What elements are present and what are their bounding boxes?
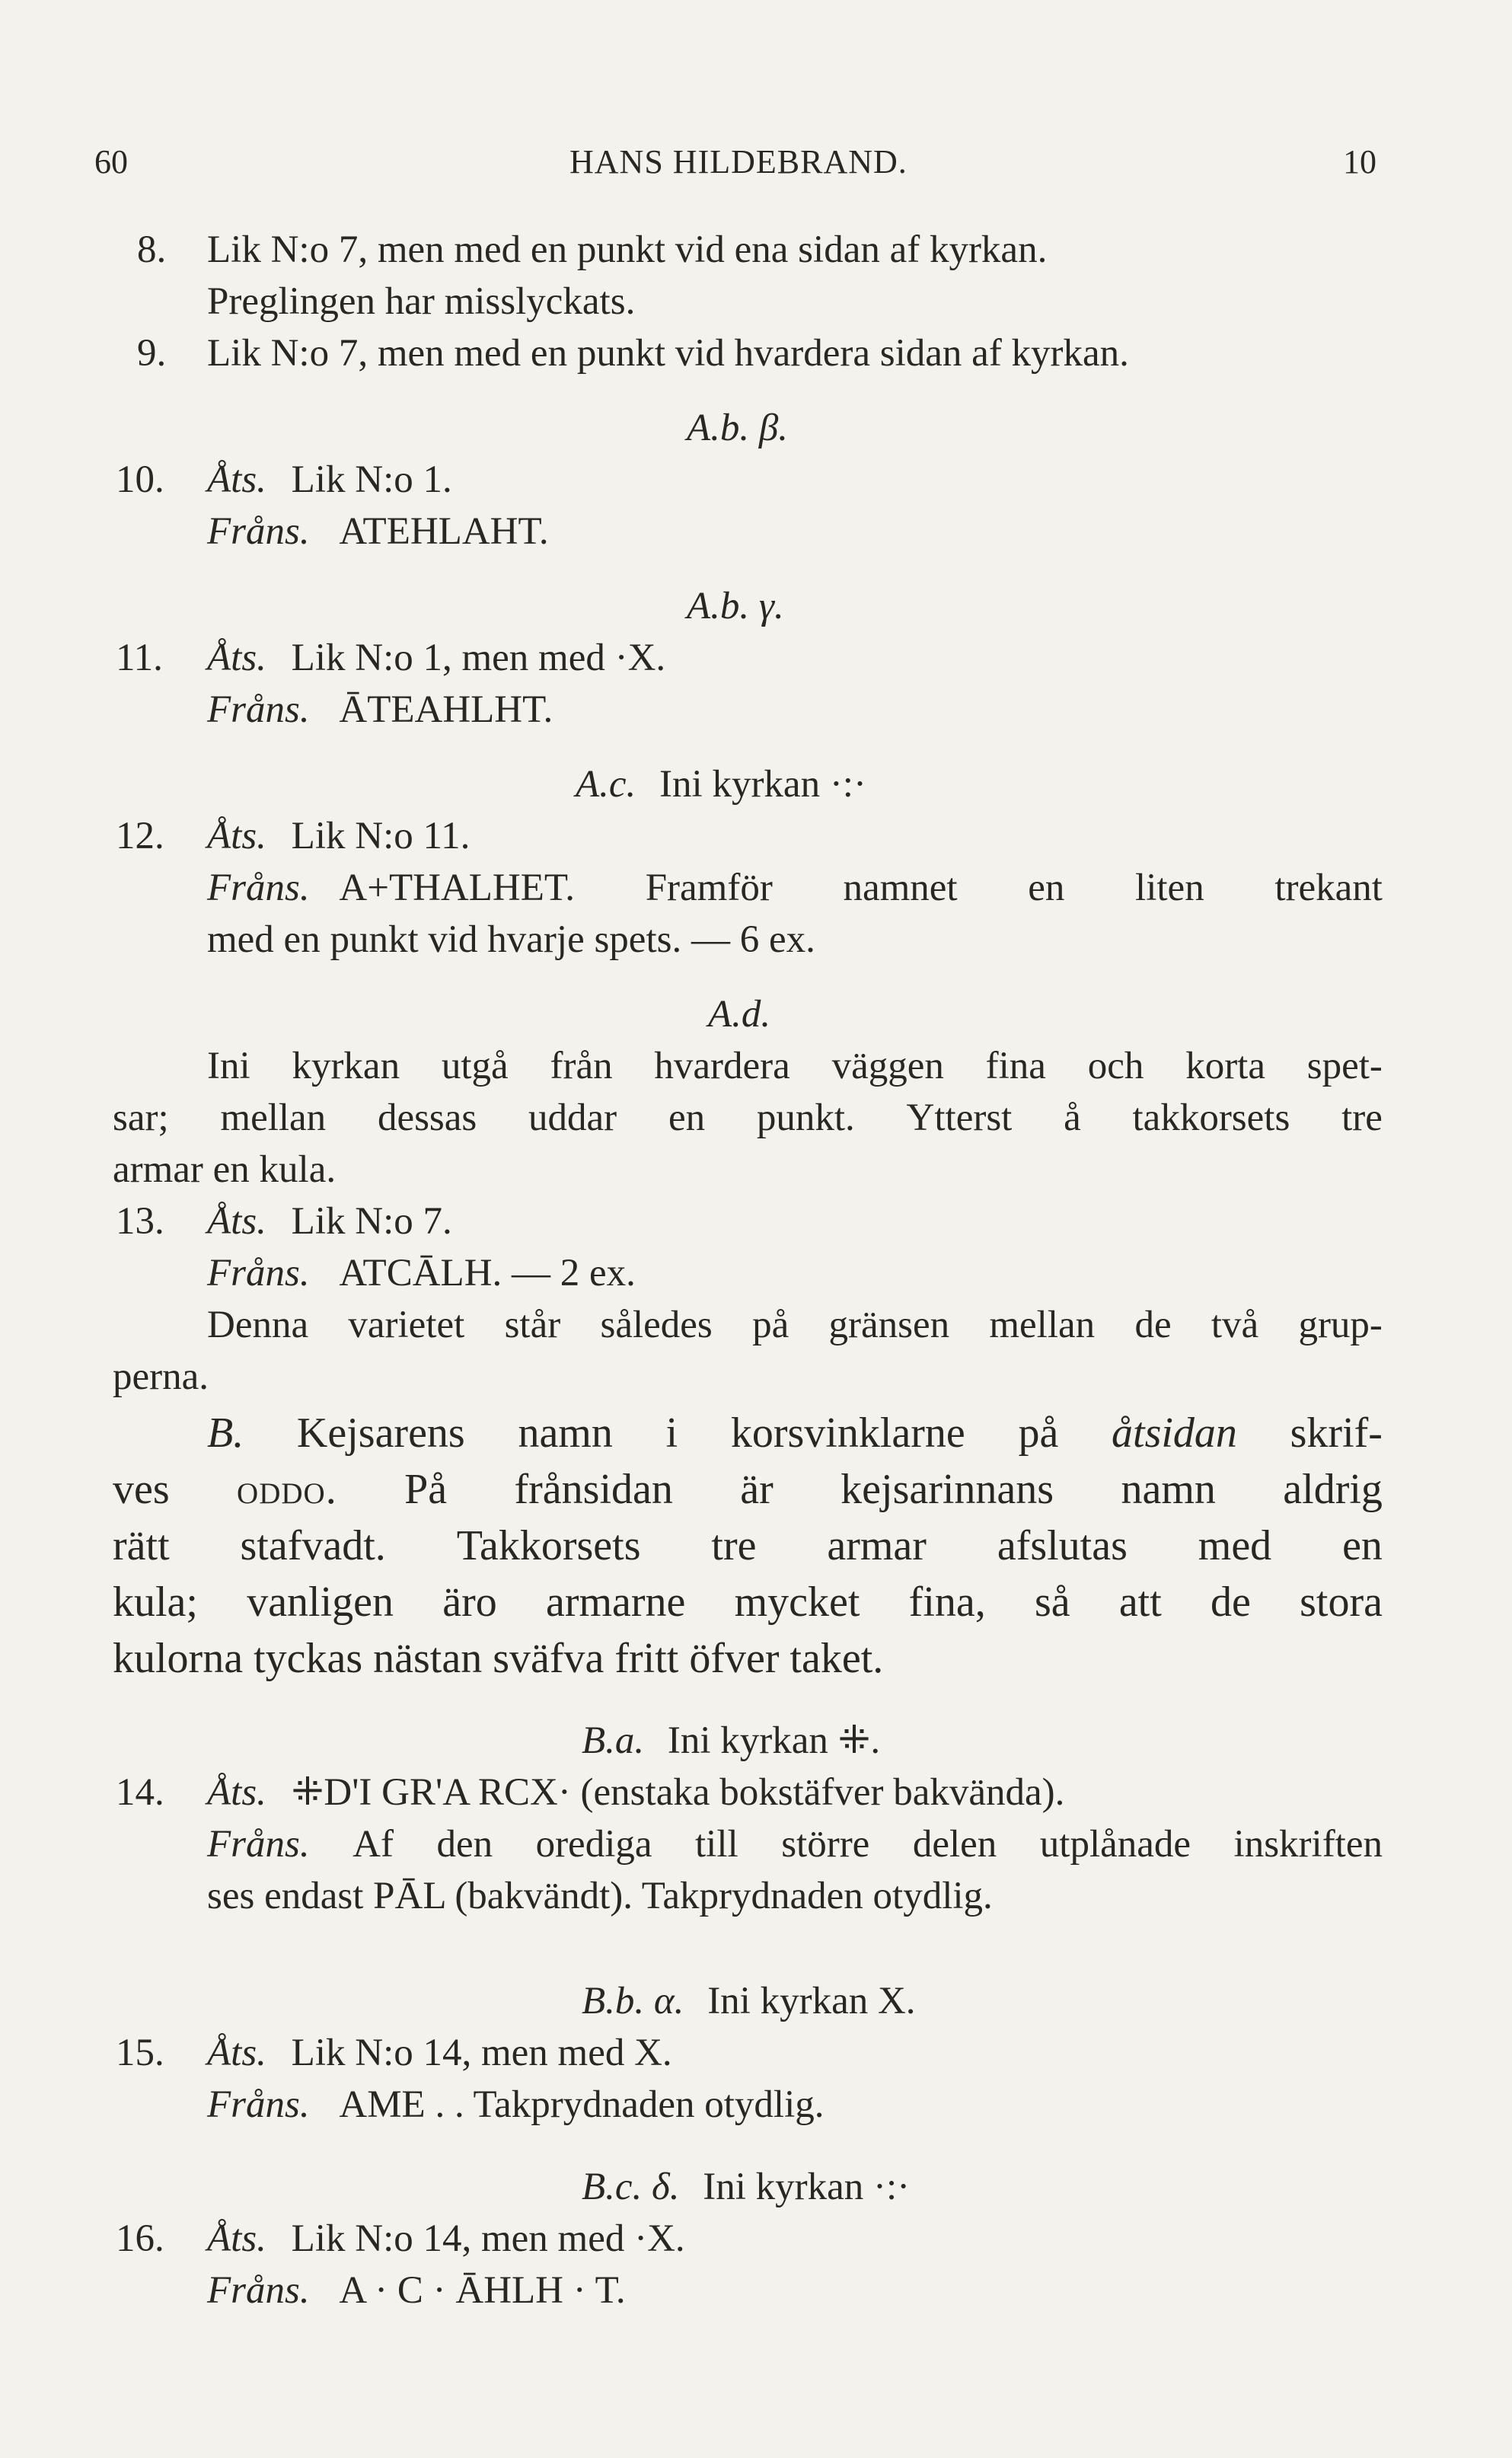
entry-9-text: Lik N:o 7, men med en punkt vid hvardera sidan af kyrkan.	[207, 332, 1129, 375]
reverse-label: Fråns.	[207, 688, 310, 731]
obverse-text: Lik N:o 11.	[291, 815, 471, 857]
reverse-text: A · C · ĀHLH · T.	[339, 2269, 626, 2312]
word: på	[752, 1304, 789, 1346]
entry-9-number: 9.	[137, 332, 167, 375]
entry-12-number: 12.	[116, 815, 164, 857]
word: de	[1211, 1579, 1251, 1626]
subheading-Bc	[582, 2164, 910, 2210]
word: rätt	[113, 1522, 170, 1569]
entry-16-reverse	[207, 2268, 626, 2313]
word: dessas	[377, 1097, 477, 1139]
entry-11-number: 11.	[116, 637, 163, 679]
word: i	[665, 1409, 678, 1457]
entry-14-reverse	[207, 1821, 1383, 1867]
word: korta	[1185, 1045, 1265, 1087]
word: afslutas	[997, 1522, 1128, 1569]
word: ves	[113, 1466, 170, 1513]
subheading-Ad: A.d.	[708, 993, 771, 1036]
entry-16-obverse	[207, 2216, 685, 2262]
word: trekant	[1274, 867, 1383, 909]
word: på	[1018, 1409, 1059, 1457]
word: till	[695, 1823, 738, 1866]
subheading-Ba-label: B.a.	[582, 1719, 645, 1762]
word: och	[1087, 1045, 1144, 1087]
page-number: 60	[94, 143, 128, 180]
obverse-text: Lik N:o 14, men med ·X.	[291, 2217, 685, 2260]
reverse-text: ATEHLAHT.	[339, 510, 549, 553]
word: kejsarinnans	[841, 1466, 1054, 1513]
word: orediga	[535, 1823, 652, 1866]
paragraph-B-line-2	[113, 1467, 1383, 1512]
obverse-text: Lik N:o 14, men med X.	[291, 2032, 672, 2074]
word: två	[1211, 1304, 1259, 1346]
word: väggen	[831, 1045, 944, 1087]
section-B-label: B.	[207, 1409, 244, 1457]
subheading-Ba-text: Ini kyrkan ⁜.	[667, 1719, 881, 1762]
paragraph-Ad-line-1	[207, 1043, 1383, 1089]
word: står	[504, 1304, 561, 1346]
word: en	[668, 1097, 706, 1139]
word: utgå	[441, 1045, 509, 1087]
obverse-label: Åts.	[207, 1771, 266, 1814]
word: mellan	[220, 1097, 327, 1139]
obverse-label: Åts.	[207, 637, 266, 679]
obverse-text: Lik N:o 1, men med ·X.	[291, 637, 666, 679]
word: korsvinklarne	[730, 1409, 965, 1457]
entry-14-obverse	[207, 1770, 1064, 1815]
entry-15-reverse	[207, 2082, 825, 2128]
word: å	[1064, 1097, 1081, 1139]
entry-14-line-3: ses endast PĀL (bakvändt). Takprydnaden otydlig.	[207, 1875, 993, 1917]
word: namn	[1121, 1466, 1216, 1513]
word: så	[1034, 1579, 1070, 1626]
paragraph-B-line-1	[207, 1410, 1383, 1456]
paragraph-B-line-4	[113, 1579, 1383, 1625]
entry-8-line-2: Preglingen har misslyckats.	[207, 280, 636, 323]
word: större	[781, 1823, 870, 1866]
word: Takkorsets	[456, 1522, 641, 1569]
word: är	[740, 1466, 774, 1513]
word: att	[1118, 1579, 1162, 1626]
subheading-Bb-label: B.b. α.	[582, 1980, 684, 2022]
section-number: 10	[1343, 143, 1376, 180]
word: åtsidan	[1112, 1409, 1237, 1457]
reverse-text: ĀTEAHLHT.	[339, 688, 553, 731]
word: fina	[985, 1045, 1046, 1087]
word: gränsen	[828, 1304, 950, 1346]
subheading-Bb-text: Ini kyrkan X.	[707, 1980, 916, 2022]
word: oddo.	[237, 1466, 337, 1513]
subheading-Ab-gamma: A.b. γ.	[687, 585, 784, 627]
subheading-Ab-beta: A.b. β.	[687, 407, 789, 449]
word: mycket	[734, 1579, 860, 1626]
entry-8-line-1	[137, 227, 166, 273]
entry-number: 8.	[137, 228, 167, 271]
reverse-text: A+THALHET.	[339, 867, 576, 909]
word: varietet	[348, 1304, 465, 1346]
word: stora	[1300, 1579, 1383, 1626]
entry-12-obverse	[207, 813, 470, 859]
word: utplånade	[1039, 1823, 1191, 1866]
reverse-label: Fråns.	[207, 2083, 310, 2126]
reverse-text: ATCĀLH. — 2 ex.	[339, 1252, 636, 1294]
entry-12-reverse	[207, 865, 1383, 911]
word: den	[436, 1823, 493, 1866]
word: vanligen	[247, 1579, 394, 1626]
word: aldrig	[1283, 1466, 1383, 1513]
entry-12-line-3: med en punkt vid hvarje spets. — 6 ex.	[207, 918, 815, 961]
subheading-Ba	[582, 1718, 880, 1764]
entry-10-reverse	[207, 509, 549, 554]
subheading-Ac-label: A.c.	[576, 763, 636, 806]
word: stafvadt.	[240, 1522, 386, 1569]
subheading-Bc-text: Ini kyrkan ·:·	[703, 2166, 911, 2208]
entry-8-text: Lik N:o 7, men med en punkt vid ena sidan af kyrkan.	[207, 228, 1048, 271]
paragraph-variety-line-1	[207, 1302, 1383, 1348]
paragraph-Ad-line-2	[113, 1095, 1383, 1141]
word: armarne	[545, 1579, 686, 1626]
obverse-label: Åts.	[207, 2217, 266, 2260]
subheading-Bc-label: B.c. δ.	[582, 2166, 680, 2208]
word: liten	[1135, 867, 1204, 909]
word: delen	[912, 1823, 997, 1866]
word: således	[600, 1304, 713, 1346]
word: namn	[518, 1409, 613, 1457]
obverse-label: Åts.	[207, 815, 266, 857]
word: kyrkan	[292, 1045, 400, 1087]
obverse-text: ⁜D'I GR'A RCX· (enstaka bokstäfver bakvända).	[291, 1771, 1065, 1814]
paragraph-variety-line-2: perna.	[113, 1355, 209, 1398]
subheading-Ac-text: Ini kyrkan ·:·	[659, 763, 866, 806]
word: fina,	[908, 1579, 986, 1626]
word: mellan	[989, 1304, 1096, 1346]
word: takkorsets	[1132, 1097, 1290, 1139]
reverse-text: AME . . Takprydnaden otydlig.	[339, 2083, 825, 2126]
obverse-label: Åts.	[207, 2032, 266, 2074]
word: skrif-	[1290, 1409, 1383, 1457]
word: frånsidan	[514, 1466, 673, 1513]
paragraph-B-line-5: kulorna tyckas nästan sväfva fritt öfver taket.	[113, 1635, 884, 1682]
entry-16-number: 16.	[116, 2217, 164, 2260]
paragraph-Ad-line-3: armar en kula.	[113, 1148, 337, 1191]
word: Denna	[207, 1304, 309, 1346]
reverse-label: Fråns.	[207, 1823, 310, 1866]
word: På	[404, 1466, 448, 1513]
word: en	[1028, 867, 1065, 909]
obverse-label: Åts.	[207, 458, 266, 501]
entry-13-obverse	[207, 1199, 452, 1244]
word: med	[1198, 1522, 1272, 1569]
word: sar;	[113, 1097, 169, 1139]
obverse-text: Lik N:o 1.	[291, 458, 452, 501]
entry-11-obverse	[207, 635, 665, 681]
entry-15-obverse	[207, 2030, 672, 2076]
reverse-label: Fråns.	[207, 867, 310, 909]
word: från	[550, 1045, 613, 1087]
entry-11-reverse	[207, 687, 553, 733]
word: Ini	[207, 1045, 250, 1087]
entry-15-number: 15.	[116, 2032, 164, 2074]
word: Ytterst	[906, 1097, 1013, 1139]
subheading-Ac	[576, 761, 866, 807]
word: Framför	[645, 867, 773, 909]
word: namnet	[843, 867, 958, 909]
entry-13-number: 13.	[116, 1200, 164, 1243]
subheading-Bb	[582, 1978, 916, 2024]
word: armar	[827, 1522, 927, 1569]
word: hvardera	[654, 1045, 790, 1087]
entry-10-number: 10.	[116, 458, 164, 501]
reverse-label: Fråns.	[207, 2269, 310, 2312]
word: kula;	[113, 1579, 198, 1626]
entry-13-reverse	[207, 1250, 636, 1296]
word: grup-	[1298, 1304, 1383, 1346]
running-title: HANS HILDEBRAND.	[569, 143, 908, 180]
obverse-text: Lik N:o 7.	[291, 1200, 452, 1243]
word: de	[1134, 1304, 1172, 1346]
paragraph-B-line-3	[113, 1523, 1383, 1569]
word: inskriften	[1233, 1823, 1383, 1866]
word: tre	[1341, 1097, 1383, 1139]
word: uddar	[528, 1097, 617, 1139]
obverse-label: Åts.	[207, 1200, 266, 1243]
word: en	[1342, 1522, 1383, 1569]
reverse-label-group	[207, 865, 575, 911]
entry-10-obverse	[207, 457, 452, 503]
word: äro	[442, 1579, 497, 1626]
word: punkt.	[756, 1097, 855, 1139]
word: Kejsarens	[296, 1409, 465, 1457]
word: Af	[352, 1823, 394, 1866]
entry-14-number: 14.	[116, 1771, 164, 1814]
word: spet-	[1306, 1045, 1383, 1087]
reverse-label: Fråns.	[207, 510, 310, 553]
word: tre	[711, 1522, 757, 1569]
reverse-label: Fråns.	[207, 1252, 310, 1294]
